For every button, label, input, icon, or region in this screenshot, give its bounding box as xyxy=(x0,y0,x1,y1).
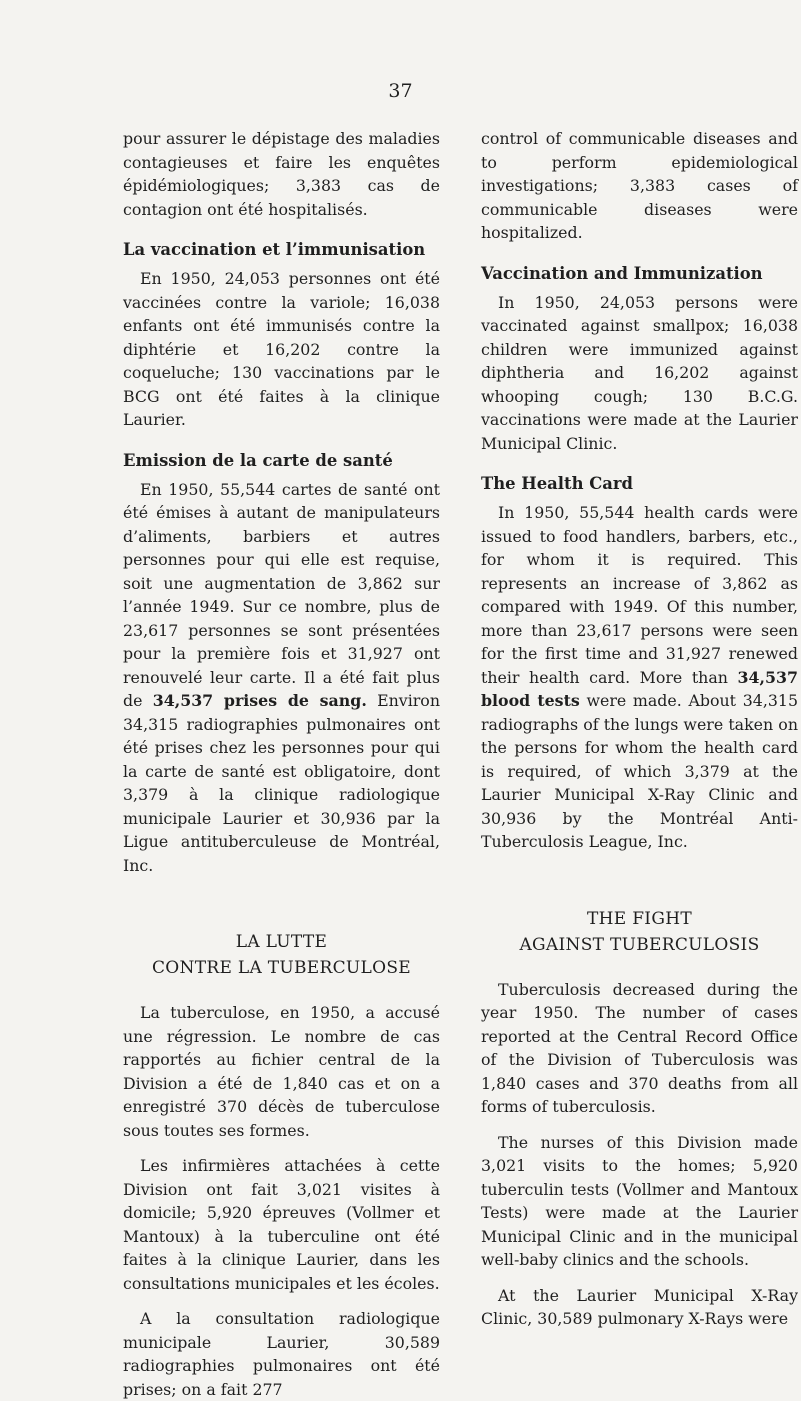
fr-health-card-paragraph xyxy=(123,478,440,878)
fr-tb-paragraph-1: La tuberculose, en 1950, a accusé une régression. Le nombre de cas rapportés au fichier central de la Division a été de 1,840 cas et on a enregistré 370 décès de tuberculose sous toutes ses formes. xyxy=(123,1003,440,1140)
fr-tb-paragraph-3: A la consultation radiologique municipale Laurier, 30,589 radiographies pulmonaires ont été prises; on a fait 277 xyxy=(123,1309,440,1399)
english-column xyxy=(481,127,798,1331)
en-vaccination-heading: Vaccination and Immunization xyxy=(481,263,763,283)
en-tb-title-line2: AGAINST TUBERCULOSIS xyxy=(519,934,760,955)
en-tb-title-line1: THE FIGHT xyxy=(587,908,692,929)
en-vaccination-paragraph: In 1950, 24,053 persons were vaccinated against smallpox; 16,038 children were immunized against diphtheria and 16,202 against whooping cough; 130 B.C.G. vaccinations were made at the Laurier Municipal Clinic. xyxy=(481,292,798,453)
en-tb-paragraph-2: The nurses of this Division made 3,021 visits to the homes; 5,920 tuberculin tests (Vollmer and Mantoux Tests) were made at the Laurier Municipal Clinic and in the municipal well-baby clinics and the schools. xyxy=(481,1132,798,1269)
fr-tb-title-line1: LA LUTTE xyxy=(235,932,328,952)
fr-health-card-text-2: Environ 34,315 radiographies pulmonaires ont été prises chez les personnes pour qui la carte de santé est obligatoire, dont 3,379 à la clinique radiologique municipale Laurier et 30,936 par la Ligue antituberculeuse de Montréal, Inc. xyxy=(123,691,440,875)
en-blood-tests-bold: 34,537 blood tests xyxy=(481,667,798,710)
fr-intro-paragraph: pour assurer le dépistage des maladies contagieuses et faire les enquêtes épidémiologiques; 3,383 cas de contagion ont été hospitalisés. xyxy=(123,129,440,219)
french-column xyxy=(123,127,440,1401)
en-health-card-paragraph xyxy=(481,501,798,854)
fr-health-card-heading: Emission de la carte de santé xyxy=(123,450,393,470)
en-tb-paragraph-3: At the Laurier Municipal X-Ray Clinic, 30,589 pulmonary X-Rays were xyxy=(481,1285,798,1328)
en-health-card-heading: The Health Card xyxy=(481,474,633,493)
en-health-card-text-1: In 1950, 55,544 health cards were issued to food handlers, barbers, etc., for whom it is required. This represents an increase of 3,862 as compared with 1949. Of this number, more than 23,617 persons were seen for the first time and 31,927 renewed their health card. More than xyxy=(481,503,798,687)
en-health-card-text-2: were made. About 34,315 radiographs of the lungs were taken on the persons for whom the health card is required, of which 3,379 at the Laurier Municipal X-Ray Clinic and 30,936 by the Montréal Anti-Tuberculosis League, Inc. xyxy=(481,691,798,851)
fr-health-card-text-1: En 1950, 55,544 cartes de santé ont été émises à autant de manipulateurs d’aliments, barbiers et autres personnes pour qui elle est requise, soit une augmentation de 3,862 sur l’année 1949. Sur ce nombre, plus de 23,617 personnes se sont présentées pour la première fois et 31,927 ont renouvelé leur carte. Il a été fait plus de xyxy=(123,479,440,710)
fr-blood-tests-bold: 34,537 prises de sang. xyxy=(152,691,367,710)
en-tb-paragraph-1: Tuberculosis decreased during the year 1950. The number of cases reported at the Central Record Office of the Division of Tuberculosis was 1,840 cases and 370 deaths from all forms of tuberculosis. xyxy=(481,979,798,1116)
fr-tb-title-line2: CONTRE LA TUBERCULOSE xyxy=(151,958,412,978)
en-intro-paragraph: control of communicable diseases and to perform epidemiological investigations; 3,383 cases of communicable diseases were hospitalized. xyxy=(481,129,798,242)
page-number: 37 xyxy=(388,80,413,102)
fr-tb-paragraph-2: Les infirmières attachées à cette Division ont fait 3,021 visites à domicile; 5,920 épreuves (Vollmer et Mantoux) à la tuberculine ont été faites à la clinique Laurier, dans les consultations municipales et les écoles. xyxy=(123,1156,440,1293)
fr-vaccination-heading: La vaccination et l’immunisation xyxy=(123,240,426,259)
fr-vaccination-paragraph: En 1950, 24,053 personnes ont été vaccinées contre la variole; 16,038 enfants ont été immunisés contre la diphtérie et 16,202 contre la coqueluche; 130 vaccinations par le BCG ont été faites à la clinique Laurier. xyxy=(123,269,440,429)
